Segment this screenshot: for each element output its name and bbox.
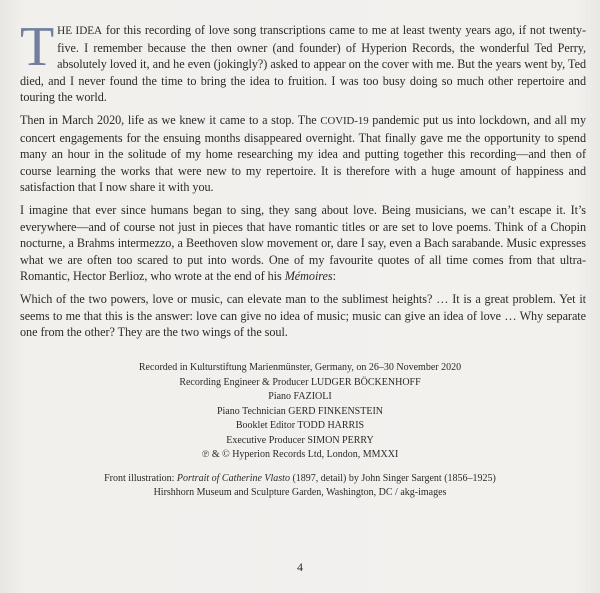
illustration-prefix: Front illustration: [104,472,175,484]
paragraph-love-end: : [332,269,336,284]
recording-credits [40,361,560,501]
intro-paragraph [20,16,586,106]
page-number: 4 [297,560,303,574]
credit-spacer [40,463,560,472]
memoires-title: Mémoires [284,269,333,284]
credit-line-copyright: ℗ & © Hyperion Records Ltd, London, MMXXI [201,449,399,460]
credit-line-editor: Booklet Editor TODD HARRIS [235,420,365,431]
credit-line-recorded: Recorded in Kulturstiftung Marienmünster, Germany, on 26–30 November 2020 [138,362,462,373]
illustration-title: Portrait of Catherine Vlasto [176,472,290,484]
lead-in: HE IDEA [57,25,103,37]
paragraph-lockdown-start: Then in March 2020, life as we knew it came to a stop. The [20,112,317,127]
drop-cap: T [20,16,55,78]
illustration-source: Hirshhorn Museum and Sculpture Garden, Washington, DC / akg-images [153,487,447,498]
credit-line-piano: Piano FAZIOLI [268,391,332,402]
paragraph-lockdown-end: pandemic put us into lockdown, and all my concert engagements for the ensuing months disappeared overnight. That finally gave me the opportunity to spend many an hour in the solitude of my home researching my idea and putting together this recording—and then of course learning the works that were new to my repertoire. It is therefore with a huge amount of happiness and satisfaction that I now share it with you. [20,112,586,195]
credit-line-engineer: Recording Engineer & Producer LUDGER BÖCKENHOFF [179,376,421,388]
credit-line-producer: Executive Producer SIMON PERRY [226,434,374,446]
paragraph-lockdown [20,112,586,196]
illustration-details: (1897, detail) by John Singer Sargent (1856–1925) [292,472,496,484]
credit-line-technician: Piano Technician GERD FINKENSTEIN [216,405,384,417]
covid-term: COVID-19 [320,114,369,127]
illustration-credit [40,472,560,487]
paragraph-love-start: I imagine that ever since humans began to sing, they sang about love. Being musicians, we can’t escape it. It’s everywhere—and of course not just in pieces that have romantic titles or are set to love poems. Think of a Chopin nocturne, a Brahms intermezzo, a Beethoven slow movement or, dare I say, even a Bach sarabande. Music expresses what we are often too scared to put into words. One of my favourite quotes of all time comes from that ultra-Romantic, Hector Berlioz, who wrote at the end of his [20,202,586,284]
berlioz-quote: Which of the two powers, love or music, can elevate man to the sublimest heights? … It is a great problem. Yet it seems to me that this is the answer: love can give no idea of music; music can give an idea of love … Why separate one from the other? They are the two wings of the soul. [20,291,586,340]
essay-text [20,16,586,347]
paragraph-love [20,202,586,285]
intro-text: for this recording of love song transcriptions came to me at least twenty years ago, if not twenty-five. I remember because the then owner (and founder) of Hyperion Records, the wonderful Ted Perry, absolutely loved it, and he even (jokingly?) asked to appear on the cover with me. But the years went by, Ted died, and I never found the time to bring the idea to fruition. I was too busy doing so much other repertoire and touring the world. [20,23,586,105]
